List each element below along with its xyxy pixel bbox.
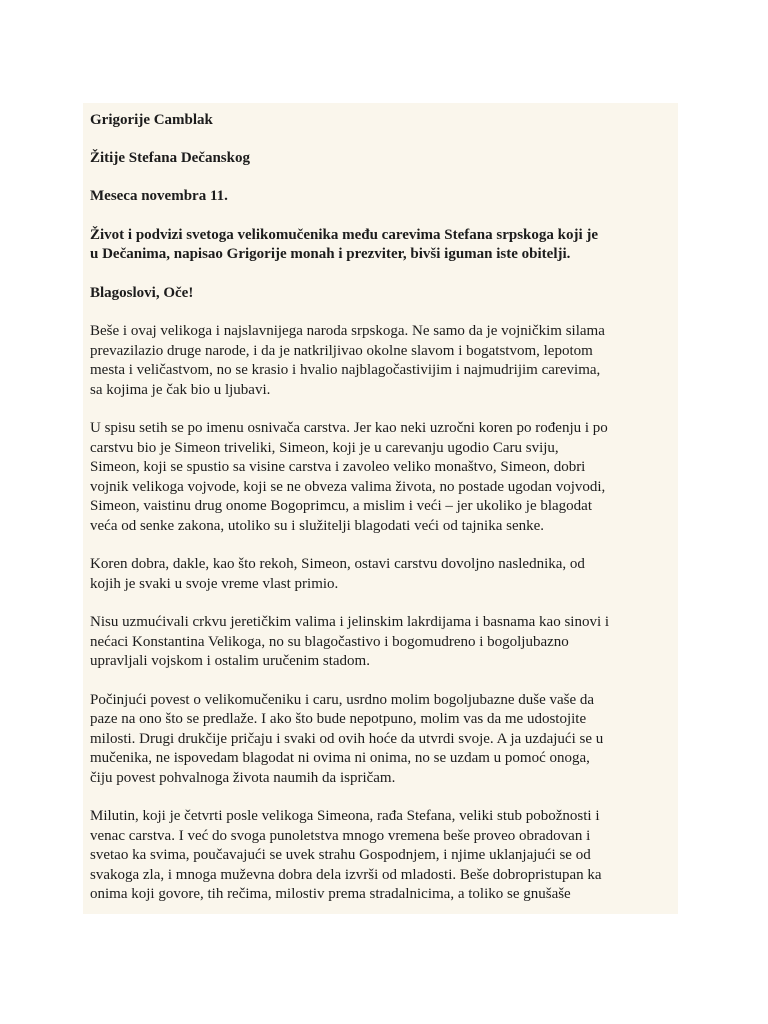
subtitle-line: u Dečanima, napisao Grigorije monah i prezviter, bivši iguman iste obitelji. [90,246,571,262]
document-page [83,103,678,914]
text-line: sa kojima je čak bio u ljubavi. [90,381,271,398]
text-line: U spisu setih se po imenu osnivača carstva. Jer kao neki uzročni koren po rođenju i po [90,420,608,436]
text-line: veća od senke zakona, utoliko su i služitelji blagodati veći od tajnika senke. [90,517,545,534]
text-line: Beše i ovaj velikoga i najslavnijega naroda srpskoga. Ne samo da je vojničkim silama [90,323,605,339]
text-line: Simeon, vaistinu drug onome Bogoprimcu, a mislim i veći – jer ukoliko je blagodat [90,498,593,514]
document-body [90,111,678,914]
author-heading: Grigorije Camblak [90,112,213,128]
paragraph-2 [90,419,678,536]
text-line: carstvu bio je Simeon triveliki, Simeon, koji je u carevanju ugodio Caru sviju, [90,439,559,456]
text-line: Nisu uzmućivali crkvu jeretičkim valima i jelinskim lakrdijama i basnama kao sinovi i [90,614,610,630]
text-line: mesta i veličastvom, no se krasio i hvalio najblagočastivijim i najmudrijim carevima, [90,362,601,378]
paragraph-5 [90,691,678,789]
text-line: vojnik velikoga vojvode, koji se ne obveza valima života, no postade ugodan vojvodi, [90,478,606,495]
text-line: prevazilazio druge narode, i da je natkriljivao okolne slavom i bogatstvom, lepotom [90,342,593,359]
work-title: Žitije Stefana Dečanskog [90,149,250,166]
subtitle [90,226,678,265]
text-line: milosti. Drugi drukčije pričaju i svaki od ovih hoće da utvrdi svoje. A ja uzdajući se u [90,730,604,747]
text-line: čiju povest pohvalnoga života naumih da ispričam. [90,769,396,786]
paragraph-3 [90,555,678,594]
text-line: kojih je svaki u svoje vreme vlast primio. [90,575,339,592]
paragraph-4 [90,613,678,672]
subtitle-line: Život i podvizi svetoga velikomučenika među carevima Stefana srpskoga koji je [90,226,599,243]
text-line: onima koji govore, tih rečima, milostiv prema stradalnicima, a toliko se gnušaše [90,886,571,902]
text-line: upravljali vojskom i ostalim uručenim stadom. [90,653,370,669]
date-heading: Meseca novembra 11. [90,188,228,204]
text-line: svakoga zla, i mnoga muževna dobra dela izvrši od mladosti. Beše dobropristupan ka [90,866,602,883]
text-line: Milutin, koji je četvrti posle velikoga Simeona, rađa Stefana, veliki stub pobožnosti i [90,808,600,824]
text-line: svetao ka svima, poučavajući se uvek strahu Gospodnjem, i njime uklanjajući se od [90,847,591,863]
text-line: nećaci Konstantina Velikoga, no su blagočastivo i bogomudreno i bogoljubazno [90,633,569,650]
paragraph-1 [90,322,678,400]
blessing-heading: Blagoslovi, Oče! [90,284,194,301]
text-line: Simeon, koji se spustio sa visine carstva i zavoleo veliko monaštvo, Simeon, dobri [90,459,586,475]
text-line: venac carstva. I već do svoga punoletstva mnogo vremena beše proveo obradovan i [90,827,591,844]
text-line: paze na ono što se predlaže. I ako što bude nepotpuno, molim vas da me udostojite [90,711,587,727]
text-line: Koren dobra, dakle, kao što rekoh, Simeon, ostavi carstvu dovoljno naslednika, od [90,556,585,572]
paragraph-6 [90,807,678,905]
text-line: mučenika, ne ispovedam blagodat ni ovima ni onima, no se uzdam u pomoć onoga, [90,750,590,766]
text-line: Počinjući povest o velikomučeniku i caru, usrdno molim bogoljubazne duše vaše da [90,691,595,708]
